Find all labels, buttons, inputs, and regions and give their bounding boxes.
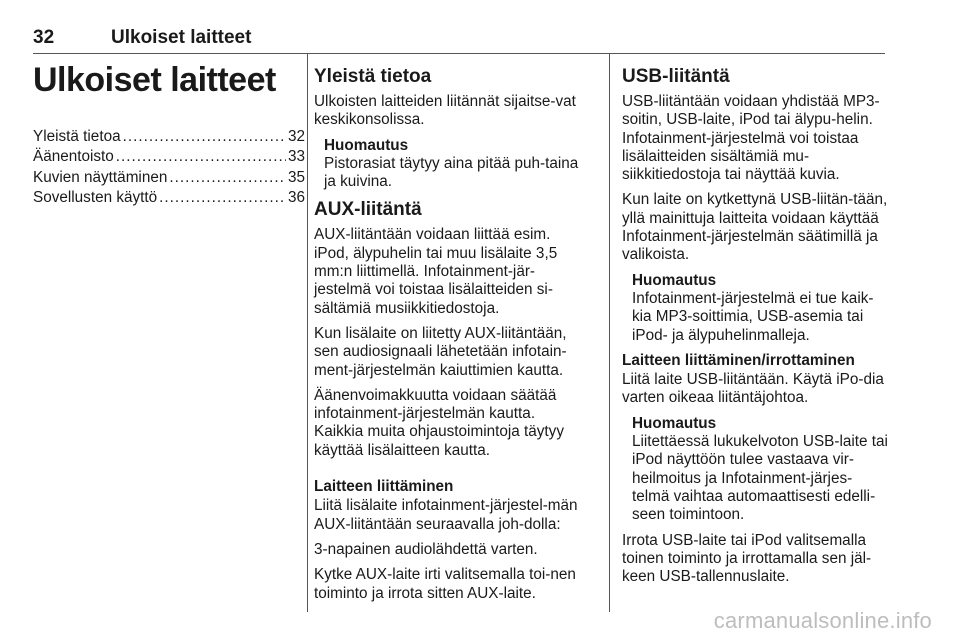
toc-entry-label: Yleistä tietoa [33, 128, 121, 145]
toc-entry[interactable] [33, 169, 305, 187]
paragraph: Kun lisälaite on liitetty AUX-liitäntään, sen audiosignaali lähetetään infotain-ment-järjestelmän kaiuttimien kautta. [314, 324, 567, 379]
watermark: carmanualsonline.info [713, 608, 932, 633]
section-heading-aux: AUX-liitäntä [314, 199, 422, 221]
column-toc [33, 60, 305, 209]
page-header [33, 27, 885, 54]
toc-entry-label: Kuvien näyttäminen [33, 168, 168, 186]
chapter-title: Ulkoiset laitteet [33, 61, 276, 99]
section-heading-general: Yleistä tietoa [314, 66, 432, 87]
note-title: Huomautus [632, 271, 717, 289]
paragraph: Liitä laite USB-liitäntään. Käytä iPo-dia varten oikeaa liitäntäjohtoa. [622, 371, 884, 407]
note-title: Huomautus [632, 414, 717, 432]
toc-entry-page: 33 [287, 148, 305, 166]
note-box [622, 415, 888, 525]
paragraph: Kun laite on kytkettynä USB-liitän-tään, yllä mainittuja laitteita voidaan käyttää Infotainment-järjestelmän säätimillä ja valikoista. [622, 191, 888, 264]
column-divider [307, 54, 308, 612]
subsection-heading: Laitteen liittäminen [314, 478, 454, 496]
subsection-heading: Laitteen liittäminen/irrottaminen [622, 351, 855, 369]
paragraph: Ulkoisten laitteiden liitännät sijaitse-vat keskikonsolissa. [314, 93, 576, 129]
toc-entry-label: Sovellusten käyttö [33, 188, 158, 206]
paragraph: Äänenvoimakkuutta voidaan säätää infotainment-järjestelmän kautta. Kaikkia muita ohjaustoimintoja täytyy käyttää lisälaitteen kautta. [314, 386, 564, 459]
toc-leader [123, 128, 286, 146]
toc-leader [116, 148, 286, 166]
column-general-info [314, 60, 586, 610]
toc-entry-label: Äänentoisto [33, 148, 114, 166]
running-title: Ulkoiset laitteet [111, 27, 252, 48]
note-text: Liitettäessä lukukelvoton USB-laite tai iPod näyttöön tulee vastaava vir-heilmoitus ja Infotainment-järjes-telmä vaihtaa automaattisesti edelli-seen toimintoon. [632, 433, 888, 524]
note-text: Pistorasiat täytyy aina pitää puh-taina ja kuivina. [324, 154, 579, 191]
paragraph: Liitä lisälaite infotainment-järjestel-män AUX-liitäntään seuraavalla joh-dolla: [314, 497, 578, 533]
paragraph: AUX-liitäntään voidaan liittää esim. iPod, älypuhelin tai muu lisälaite 3,5 mm:n liittimellä. Infotainment-jär-jestelmä voi toistaa lisälaitteiden si-sältämiä musiikkitiedostoja. [314, 226, 558, 317]
section-heading-usb: USB-liitäntä [622, 66, 730, 87]
paragraph: Irrota USB-laite tai iPod valitsemalla toinen toiminto ja irrottamalla sen jäl-keen USB-tallennuslaite. [622, 531, 872, 586]
paragraph: USB-liitäntään voidaan yhdistää MP3-soitin, USB-laite, iPod tai älypu-helin. Infotainment-järjestelmä voi toistaa lisälaitteiden sisältämiä mu-siikkitiedostoja tai näyttää kuvia. [622, 93, 880, 184]
note-title: Huomautus [324, 136, 409, 154]
toc-entry[interactable] [33, 148, 305, 166]
paragraph: Kytke AUX-laite irti valitsemalla toi-nen toiminto ja irrota sitten AUX-laite. [314, 566, 576, 602]
note-box [314, 137, 586, 192]
paragraph: 3-napainen audiolähdettä varten. [314, 540, 538, 558]
note-text: Infotainment-järjestelmä ei tue kaik-kia MP3-soittimia, USB-asemia tai iPod- ja älypuhelinmalleja. [632, 289, 874, 344]
column-divider [609, 54, 610, 612]
toc-entry[interactable] [33, 128, 305, 146]
column-usb [622, 60, 888, 593]
toc-entry-page: 35 [287, 168, 305, 186]
note-box [622, 272, 888, 345]
toc-entry-page: 36 [287, 188, 305, 206]
toc-entry-page: 32 [287, 128, 305, 145]
page-number: 32 [33, 27, 55, 48]
toc-entry[interactable] [33, 189, 305, 207]
toc-leader [159, 189, 286, 207]
toc-leader [169, 169, 286, 187]
